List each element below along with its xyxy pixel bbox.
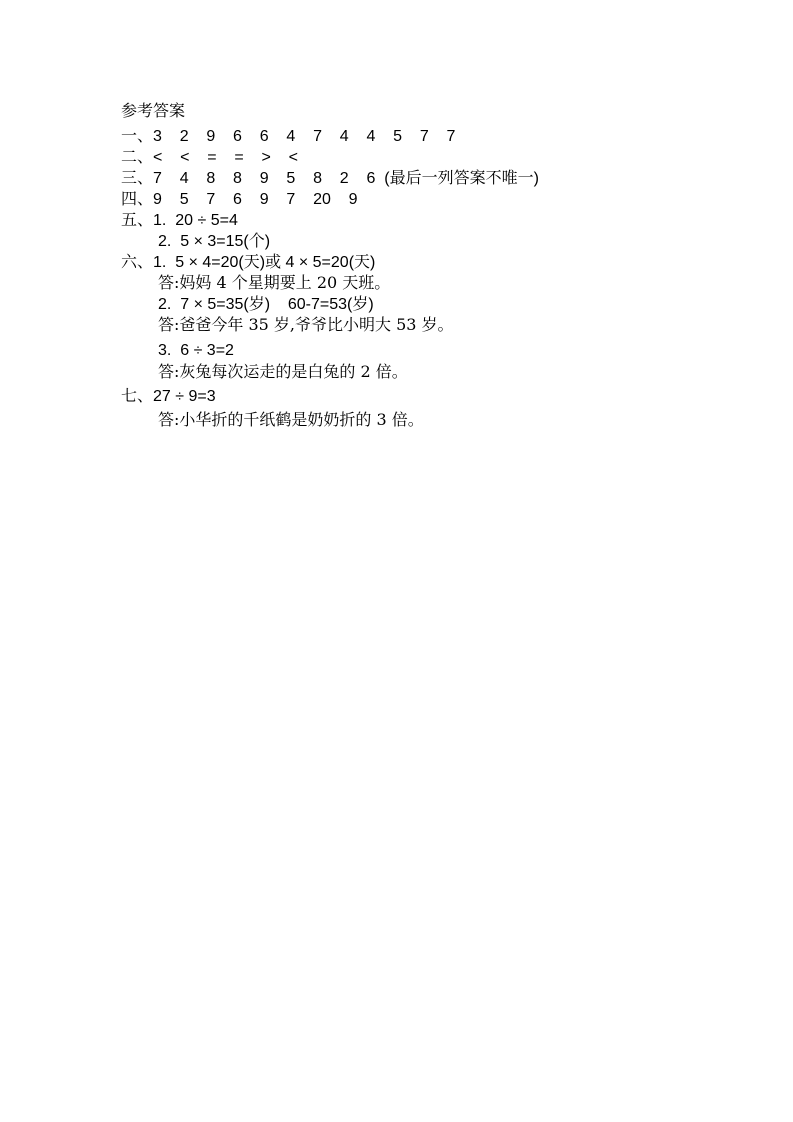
answer-line-12 bbox=[158, 361, 408, 382]
section-number: 四、 bbox=[121, 189, 154, 208]
answer-line-6 bbox=[158, 230, 270, 252]
answer-line-10 bbox=[158, 314, 454, 335]
answer-text: < < = = > < bbox=[153, 149, 298, 166]
answer-line-2 bbox=[121, 146, 298, 168]
answer-text: 答:小华折的千纸鹤是奶奶折的 3 倍。 bbox=[158, 410, 424, 429]
section-number: 二、 bbox=[121, 147, 154, 166]
answer-text: 2. 7 × 5=35(岁) 60-7=53(岁) bbox=[158, 296, 374, 313]
answer-line-14 bbox=[158, 409, 424, 430]
section-number: 七、 bbox=[121, 386, 154, 405]
answer-line-3 bbox=[121, 167, 539, 189]
answer-line-9 bbox=[158, 293, 374, 315]
section-number: 五、 bbox=[121, 210, 154, 229]
answer-text: 1. 5 × 4=20(天)或 4 × 5=20(天) bbox=[153, 254, 376, 271]
answer-line-4 bbox=[121, 188, 358, 210]
answer-text: 答:灰兔每次运走的是白兔的 2 倍。 bbox=[158, 362, 408, 381]
answer-line-5 bbox=[121, 209, 238, 231]
answer-line-1 bbox=[121, 125, 455, 147]
answer-line-13 bbox=[121, 385, 216, 407]
page-title: 参考答案 bbox=[121, 101, 186, 120]
answer-text: 27 ÷ 9=3 bbox=[153, 388, 216, 405]
answer-text: 7 4 8 8 9 5 8 2 6 (最后一列答案不唯一) bbox=[153, 170, 539, 187]
section-number: 三、 bbox=[121, 168, 154, 187]
answer-text: 3 2 9 6 6 4 7 4 4 5 7 7 bbox=[153, 128, 456, 145]
answer-line-8 bbox=[158, 272, 390, 293]
answer-text: 9 5 7 6 9 7 20 9 bbox=[153, 191, 358, 208]
answer-text: 3. 6 ÷ 3=2 bbox=[158, 342, 234, 359]
answer-line-7 bbox=[121, 251, 375, 273]
answer-line-11 bbox=[158, 339, 234, 361]
answer-text: 答:妈妈 4 个星期要上 20 天班。 bbox=[158, 273, 391, 292]
answer-text: 答:爸爸今年 35 岁,爷爷比小明大 53 岁。 bbox=[158, 315, 454, 334]
section-number: 一、 bbox=[121, 126, 154, 145]
answer-text: 2. 5 × 3=15(个) bbox=[158, 233, 271, 250]
section-number: 六、 bbox=[121, 252, 154, 271]
answer-text: 1. 20 ÷ 5=4 bbox=[153, 212, 238, 229]
